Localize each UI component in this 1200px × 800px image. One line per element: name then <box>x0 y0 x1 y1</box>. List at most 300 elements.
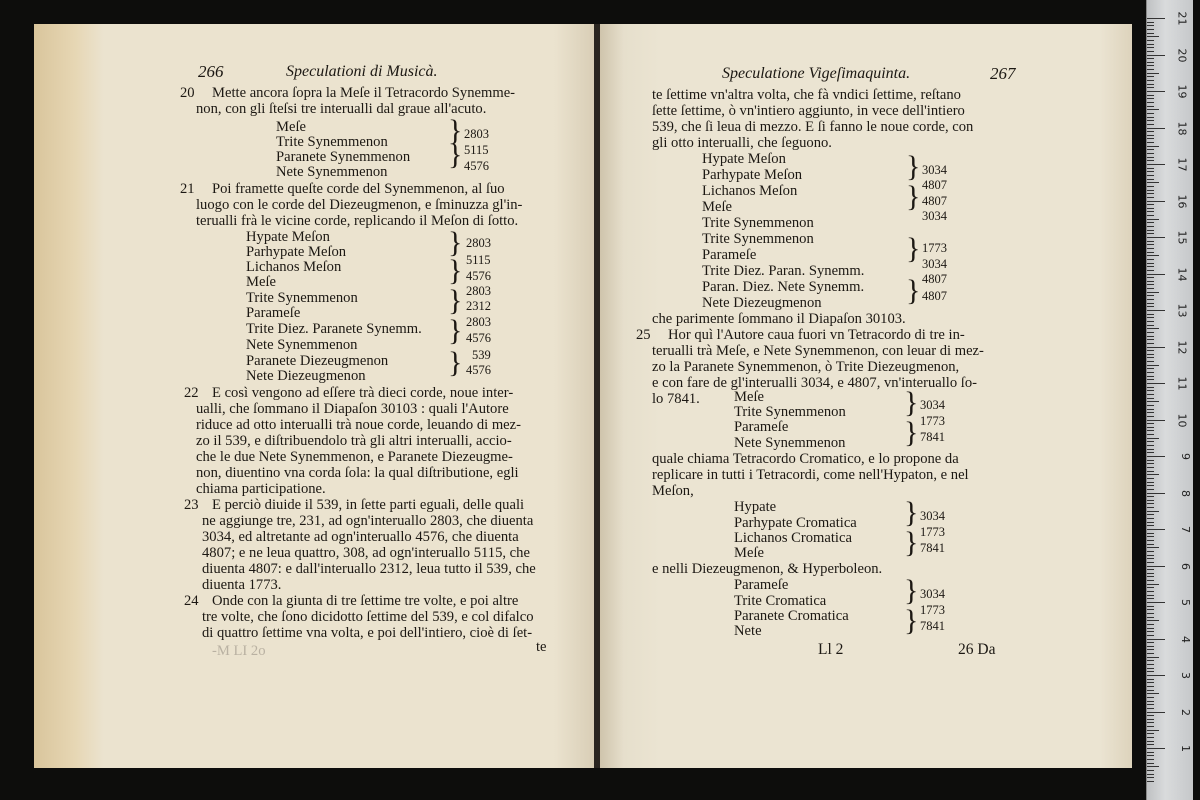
ruler-tick <box>1147 668 1154 669</box>
text-line: e nelli Diezeugmenon, & Hyperboleon. <box>652 561 883 577</box>
ruler-tick <box>1147 551 1154 552</box>
interval-value: 3034 <box>922 163 947 177</box>
ruler-tick <box>1147 266 1154 267</box>
interval-value: 4576 <box>466 331 491 345</box>
text-line: Mette ancora ſopra la Meſe il Tetracordo Synemme- <box>212 85 516 101</box>
ruler-tick <box>1147 336 1154 337</box>
ruler-tick <box>1147 617 1154 618</box>
text-line: lo 7841. <box>652 391 700 407</box>
brace-mark: } <box>904 526 919 559</box>
ruler-tick <box>1147 496 1154 497</box>
brace-mark: } <box>448 314 463 347</box>
ruler-tick <box>1147 106 1154 107</box>
brace-mark: } <box>904 386 919 419</box>
ruler-tick <box>1147 602 1165 603</box>
ruler-tick <box>1147 226 1154 227</box>
ruler-tick <box>1147 624 1154 625</box>
text-line: Hor quì l'Autore caua fuori vn Tetracordo di tre in- <box>668 327 965 343</box>
ruler-tick <box>1147 138 1154 139</box>
ruler-tick <box>1147 416 1154 417</box>
ruler-tick <box>1147 390 1154 391</box>
ruler-tick <box>1147 693 1159 694</box>
note-name: Nete Diezeugmenon <box>246 368 366 384</box>
ruler-tick <box>1147 204 1154 205</box>
ruler-tick <box>1147 533 1154 534</box>
ruler-tick <box>1147 128 1165 129</box>
ruler-tick <box>1147 131 1154 132</box>
note-name: Paranete Synemmenon <box>276 149 411 165</box>
ruler-tick <box>1147 40 1154 41</box>
interval-value: 1773 <box>920 525 945 539</box>
note-name: Hypate <box>734 499 777 515</box>
signature-mark: Ll 2 <box>818 641 844 658</box>
ruler-tick <box>1147 777 1154 778</box>
ruler-tick <box>1147 343 1154 344</box>
ruler-tick <box>1147 157 1154 158</box>
note-name: Trite Synemmenon <box>246 290 358 306</box>
ruler-tick <box>1147 460 1154 461</box>
ruler-tick <box>1147 620 1159 621</box>
interval-value: 4807 <box>922 194 947 208</box>
text-line: non, con gli ſteſsi tre interualli dal graue all'acuto. <box>196 101 487 117</box>
ruler-tick <box>1147 274 1165 275</box>
note-name: Trite Synemmenon <box>276 134 388 150</box>
note-name: Meſe <box>276 119 306 135</box>
ruler-tick <box>1147 715 1154 716</box>
brace-mark: } <box>904 574 919 607</box>
ruler-tick <box>1147 168 1154 169</box>
interval-value: 5115 <box>464 143 489 157</box>
ruler-tick <box>1147 91 1165 92</box>
ruler-tick <box>1147 146 1159 147</box>
paragraph-number: 23 <box>184 497 199 513</box>
interval-value: 4576 <box>466 269 491 283</box>
ruler-number: 4 <box>1179 635 1192 643</box>
ruler-tick <box>1147 489 1154 490</box>
interval-value: 7841 <box>920 430 945 444</box>
ruler-tick <box>1147 741 1154 742</box>
ruler-tick <box>1147 372 1154 373</box>
interval-value: 1773 <box>922 241 947 255</box>
ruler-tick <box>1147 420 1165 421</box>
ruler-tick <box>1147 529 1165 530</box>
text-line: luogo con le corde del Diezeugmenon, e ſminuzza gl'in- <box>196 197 523 213</box>
ruler-tick <box>1147 438 1159 439</box>
ruler-tick <box>1147 518 1154 519</box>
ruler-tick <box>1147 606 1154 607</box>
ruler-tick <box>1147 310 1165 311</box>
paragraph-number: 20 <box>180 85 195 101</box>
note-name: Nete Synemmenon <box>246 337 358 353</box>
text-line: Meſon, <box>652 483 694 499</box>
ruler-tick <box>1147 230 1154 231</box>
ruler-tick <box>1147 525 1154 526</box>
brace-mark: } <box>904 416 919 449</box>
ruler-tick <box>1147 36 1159 37</box>
ruler-tick <box>1147 500 1154 501</box>
ruler-tick <box>1147 449 1154 450</box>
ruler-tick <box>1147 47 1154 48</box>
ruler-tick <box>1147 653 1154 654</box>
left-running-title: Speculationi di Musicà. <box>286 63 438 80</box>
ruler-tick <box>1147 84 1154 85</box>
interval-value: 7841 <box>920 541 945 555</box>
ruler-tick <box>1147 65 1154 66</box>
ruler-number: 15 <box>1175 230 1189 245</box>
ruler-tick <box>1147 752 1154 753</box>
ruler-tick <box>1147 193 1154 194</box>
bleed-through-text: -M LI 2o <box>212 643 266 659</box>
ruler-tick <box>1147 222 1154 223</box>
ruler-tick <box>1147 299 1154 300</box>
ruler-tick <box>1147 679 1154 680</box>
interval-value: 3034 <box>920 587 945 601</box>
catchword: te <box>536 639 547 655</box>
paragraph-number: 25 <box>636 327 651 343</box>
ruler-tick <box>1147 252 1154 253</box>
text-line: non, diuentino vna corda ſola: la qual diſtributione, egli <box>196 465 519 481</box>
ruler-tick <box>1147 781 1154 782</box>
ruler-number: 1 <box>1179 745 1192 752</box>
ruler-number: 12 <box>1175 340 1189 354</box>
note-name: Parhypate Cromatica <box>734 515 857 531</box>
ruler-tick <box>1147 153 1154 154</box>
note-name: Parhypate Meſon <box>246 244 347 260</box>
right-running-title: Speculatione Vigeſimaquinta. <box>722 65 911 82</box>
ruler-tick <box>1147 113 1154 114</box>
brace-mark: } <box>448 346 463 379</box>
ruler-tick <box>1147 639 1165 640</box>
ruler-tick <box>1147 467 1154 468</box>
ruler-tick <box>1147 197 1154 198</box>
ruler-tick <box>1147 58 1154 59</box>
ruler-tick <box>1147 160 1154 161</box>
measuring-ruler <box>1146 0 1193 800</box>
ruler-tick <box>1147 675 1165 676</box>
ruler-tick <box>1147 584 1159 585</box>
ruler-tick <box>1147 102 1154 103</box>
ruler-tick <box>1147 357 1154 358</box>
ruler-tick <box>1147 609 1154 610</box>
paragraph-number: 21 <box>180 181 195 197</box>
text-line: 3034, ed altretante ad ogn'interuallo 4576, che diuenta <box>202 529 519 545</box>
ruler-tick <box>1147 555 1154 556</box>
note-name: Trite Synemmenon <box>702 231 814 247</box>
ruler-tick <box>1147 62 1154 63</box>
ruler-tick <box>1147 18 1165 19</box>
paragraph-number: 24 <box>184 593 199 609</box>
ruler-tick <box>1147 598 1154 599</box>
note-name: Trite Synemmenon <box>702 215 814 231</box>
ruler-tick <box>1147 635 1154 636</box>
ruler-number: 3 <box>1179 672 1192 679</box>
ruler-tick <box>1147 182 1159 183</box>
ruler-tick <box>1147 237 1165 238</box>
text-line: 539, che ſi leua di mezzo. E ſi fanno le noue corde, con <box>652 119 974 135</box>
ruler-number: 9 <box>1179 453 1192 460</box>
ruler-tick <box>1147 613 1154 614</box>
ruler-tick <box>1147 120 1154 121</box>
ruler-tick <box>1147 80 1154 81</box>
ruler-tick <box>1147 73 1159 74</box>
ruler-tick <box>1147 763 1154 764</box>
ruler-tick <box>1147 566 1165 567</box>
ruler-tick <box>1147 712 1165 713</box>
ruler-tick <box>1147 569 1154 570</box>
ruler-tick <box>1147 544 1154 545</box>
note-name: Lichanos Meſon <box>702 183 798 199</box>
ruler-tick <box>1147 671 1154 672</box>
ruler-tick <box>1147 631 1154 632</box>
ruler-number: 20 <box>1175 48 1189 62</box>
ruler-tick <box>1147 33 1154 34</box>
ruler-tick <box>1147 29 1154 30</box>
ruler-tick <box>1147 51 1154 52</box>
interval-value: 2803 <box>466 284 491 298</box>
interval-value: 3034 <box>922 257 947 271</box>
ruler-tick <box>1147 149 1154 150</box>
interval-value: 2803 <box>466 315 491 329</box>
ruler-tick <box>1147 259 1154 260</box>
ruler-tick <box>1147 474 1159 475</box>
ruler-tick <box>1147 427 1154 428</box>
ruler-tick <box>1147 248 1154 249</box>
ruler-tick <box>1147 657 1159 658</box>
ruler-tick <box>1147 211 1154 212</box>
ruler-number: 6 <box>1179 562 1192 570</box>
ruler-tick <box>1147 686 1154 687</box>
ruler-tick <box>1147 503 1154 504</box>
ruler-tick <box>1147 511 1159 512</box>
ruler-tick <box>1147 284 1154 285</box>
ruler-tick <box>1147 704 1154 705</box>
ruler-number: 18 <box>1175 121 1189 135</box>
ruler-tick <box>1147 117 1154 118</box>
note-name: Lichanos Cromatica <box>734 530 852 546</box>
note-name: Trite Synemmenon <box>734 404 846 420</box>
interval-value: 2312 <box>466 299 491 313</box>
ruler-tick <box>1147 365 1159 366</box>
interval-value: 4807 <box>922 289 947 303</box>
ruler-number: 10 <box>1175 413 1189 427</box>
ruler-tick <box>1147 303 1154 304</box>
ruler-tick <box>1147 493 1165 494</box>
text-line: 4807; e ne leua quattro, 308, ad ogn'interuallo 5115, che <box>202 545 530 561</box>
ruler-tick <box>1147 587 1154 588</box>
ruler-tick <box>1147 733 1154 734</box>
ruler-tick <box>1147 175 1154 176</box>
ruler-tick <box>1147 339 1154 340</box>
ruler-tick <box>1147 347 1165 348</box>
left-page-number: 266 <box>198 62 224 81</box>
ruler-tick <box>1147 394 1154 395</box>
ruler-tick <box>1147 708 1154 709</box>
text-line: ſette ſettime, ò vn'intiero aggiunto, in vece dell'intiero <box>652 103 965 119</box>
ruler-tick <box>1147 368 1154 369</box>
interval-value: 4807 <box>922 272 947 286</box>
ruler-tick <box>1147 354 1154 355</box>
ruler-tick <box>1147 95 1154 96</box>
ruler-tick <box>1147 649 1154 650</box>
note-name: Paranete Diezeugmenon <box>246 353 389 369</box>
ruler-tick <box>1147 748 1165 749</box>
ruler-tick <box>1147 179 1154 180</box>
text-line: E così vengono ad eſſere trà dieci corde, noue inter- <box>212 385 514 401</box>
text-line: e con fare de gl'interualli 3034, e 4807, vn'interuallo ſo- <box>652 375 978 391</box>
ruler-tick <box>1147 591 1154 592</box>
ruler-tick <box>1147 558 1154 559</box>
ruler-number: 16 <box>1175 194 1189 208</box>
text-line: terualli frà le vicine corde, replicando il Meſon di ſotto. <box>196 213 519 229</box>
interval-value: 4807 <box>922 178 947 192</box>
ruler-tick <box>1147 722 1154 723</box>
ruler-tick <box>1147 660 1154 661</box>
interval-value: 5115 <box>466 253 491 267</box>
text-line: ualli, che ſommano il Diapaſon 30103 : quali l'Autore <box>196 401 509 417</box>
ruler-number: 5 <box>1179 599 1192 606</box>
brace-mark: } <box>448 138 463 171</box>
text-line: Poi framette queſte corde del Synemmenon, al ſuo <box>212 181 505 197</box>
text-line: riduce ad otto interualli trà noue corde, leuando di mez- <box>196 417 521 433</box>
ruler-tick <box>1147 628 1154 629</box>
ruler-tick <box>1147 646 1154 647</box>
ruler-tick <box>1147 522 1154 523</box>
ruler-tick <box>1147 109 1159 110</box>
ruler-number: 11 <box>1175 376 1189 391</box>
text-line: gli otto interualli, che ſeguono. <box>652 135 832 151</box>
ruler-tick <box>1147 441 1154 442</box>
ruler-tick <box>1147 332 1154 333</box>
ruler-tick <box>1147 379 1154 380</box>
note-name: Meſe <box>734 545 764 561</box>
note-name: Nete Diezeugmenon <box>702 295 822 311</box>
ruler-tick <box>1147 562 1154 563</box>
brace-mark: } <box>448 284 463 317</box>
ruler-tick <box>1147 507 1154 508</box>
ruler-tick <box>1147 682 1154 683</box>
brace-mark: } <box>448 226 463 259</box>
note-name: Parameſe <box>734 577 789 593</box>
ruler-number: 17 <box>1175 157 1189 172</box>
ruler-tick <box>1147 744 1154 745</box>
brace-mark: } <box>906 150 921 183</box>
note-name: Paran. Diez. Nete Synemm. <box>702 279 865 295</box>
ruler-number: 19 <box>1175 84 1189 99</box>
ruler-tick <box>1147 383 1165 384</box>
ruler-tick <box>1147 595 1154 596</box>
interval-value: 2803 <box>466 236 491 250</box>
ruler-tick <box>1147 288 1154 289</box>
catchword: 26 Da <box>958 641 996 658</box>
ruler-tick <box>1147 482 1154 483</box>
ruler-tick <box>1147 87 1154 88</box>
note-name: Lichanos Meſon <box>246 259 342 275</box>
ruler-tick <box>1147 186 1154 187</box>
note-name: Parameſe <box>734 419 789 435</box>
interval-value: 1773 <box>920 414 945 428</box>
ruler-tick <box>1147 277 1154 278</box>
text-line: replicare in tutti i Tetracordi, come nell'Hypaton, e nel <box>652 467 969 483</box>
ruler-tick <box>1147 376 1154 377</box>
ruler-tick <box>1147 55 1165 56</box>
ruler-tick <box>1147 215 1154 216</box>
ruler-tick <box>1147 321 1154 322</box>
brace-mark: } <box>906 274 921 307</box>
text-line: chiama participatione. <box>196 481 326 497</box>
ruler-tick <box>1147 233 1154 234</box>
ruler-tick <box>1147 576 1154 577</box>
ruler-tick <box>1147 737 1154 738</box>
text-line: Onde con la giunta di tre ſettime tre volte, e poi altre <box>212 593 519 609</box>
ruler-tick <box>1147 478 1154 479</box>
brace-mark: } <box>904 604 919 637</box>
ruler-tick <box>1147 255 1159 256</box>
ruler-tick <box>1147 281 1154 282</box>
interval-value: 4576 <box>464 159 489 173</box>
paragraph-number: 22 <box>184 385 199 401</box>
ruler-tick <box>1147 201 1165 202</box>
ruler-tick <box>1147 719 1154 720</box>
interval-value: 1773 <box>920 603 945 617</box>
text-line: ne aggiunge tre, 231, ad ogn'interuallo 2803, che diuenta <box>202 513 534 529</box>
interval-value: 3034 <box>920 398 945 412</box>
note-name: Trite Diez. Paran. Synemm. <box>702 263 865 279</box>
text-line: diuenta 4807: e dall'interuallo 2312, leua tutto il 539, che <box>202 561 536 577</box>
ruler-tick <box>1147 540 1154 541</box>
ruler-tick <box>1147 409 1154 410</box>
ruler-tick <box>1147 98 1154 99</box>
ruler-tick <box>1147 547 1159 548</box>
brace-mark: } <box>904 496 919 529</box>
text-line: zo il 539, e diſtribuendolo trà gli altri interualli, accio- <box>196 433 512 449</box>
brace-mark: } <box>448 254 463 287</box>
ruler-tick <box>1147 759 1154 760</box>
text-line: quale chiama Tetracordo Cromatico, e lo propone da <box>652 451 959 467</box>
ruler-tick <box>1147 697 1154 698</box>
ruler-tick <box>1147 642 1154 643</box>
ruler-tick <box>1147 361 1154 362</box>
text-line: diuenta 1773. <box>202 577 282 593</box>
ruler-tick <box>1147 514 1154 515</box>
ruler-tick <box>1147 664 1154 665</box>
note-name: Paranete Cromatica <box>734 608 849 624</box>
note-name: Nete Synemmenon <box>276 164 388 180</box>
ruler-tick <box>1147 430 1154 431</box>
ruler-tick <box>1147 263 1154 264</box>
note-name: Parameſe <box>246 305 301 321</box>
ruler-tick <box>1147 774 1154 775</box>
ruler-tick <box>1147 412 1154 413</box>
ruler-tick <box>1147 405 1154 406</box>
ruler-tick <box>1147 398 1154 399</box>
interval-value: 3034 <box>920 509 945 523</box>
interval-value: 3034 <box>922 209 947 223</box>
ruler-tick <box>1147 445 1154 446</box>
brace-mark: } <box>448 114 463 147</box>
ruler-tick <box>1147 244 1154 245</box>
ruler-tick <box>1147 536 1154 537</box>
ruler-tick <box>1147 690 1154 691</box>
ruler-tick <box>1147 471 1154 472</box>
note-name: Parhypate Meſon <box>702 167 803 183</box>
text-line: che le due Nete Synemmenon, e Paranete Diezeugme- <box>196 449 513 465</box>
interval-value: 2803 <box>464 127 489 141</box>
ruler-tick <box>1147 452 1154 453</box>
brace-mark: } <box>906 180 921 213</box>
note-name: Nete <box>734 623 762 639</box>
ruler-tick <box>1147 387 1154 388</box>
note-name: Hypate Meſon <box>246 229 330 245</box>
